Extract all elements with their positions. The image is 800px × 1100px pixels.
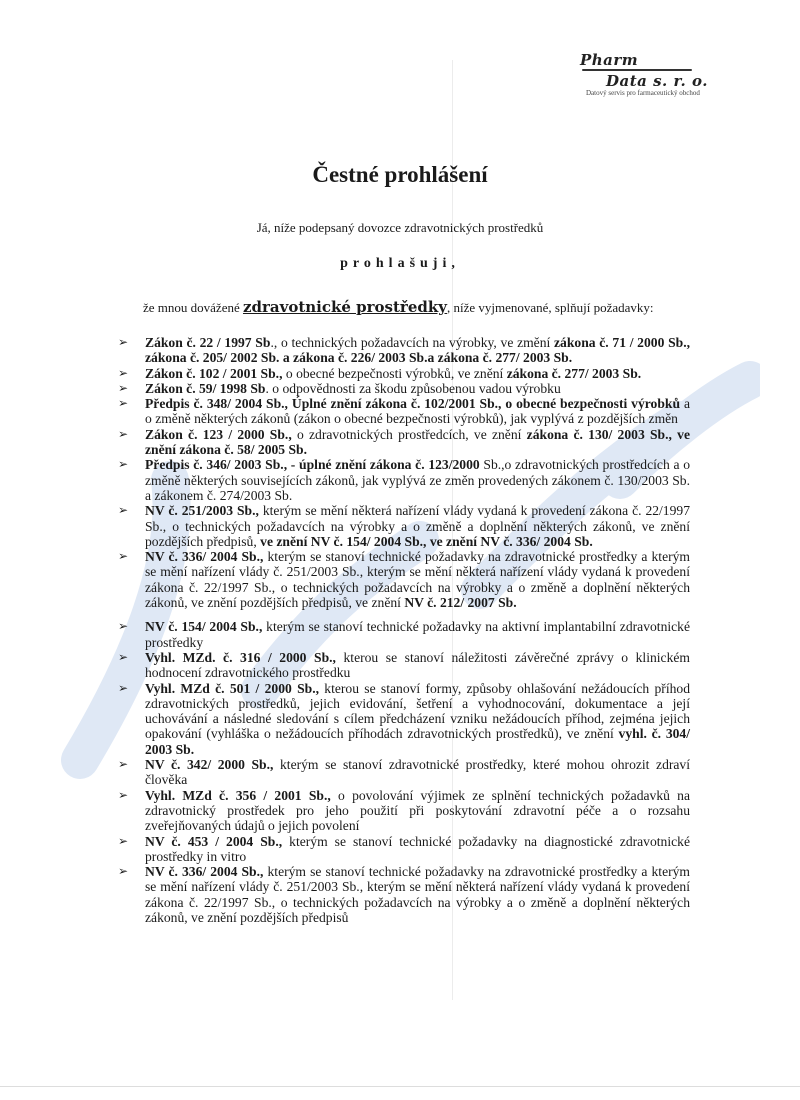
requirement-item [118,788,690,834]
requirement-text: kterým se stanoví technické požadavky na zdravotnické prostředky a kterým se mění nařízení vlády č. 251/2003 Sb., kterým se mění některá nařízení vlády vydaná k provedení zákona č. 22/1997 Sb., o technických požadavcích na výrobky a o změně a doplnění některých zákonů, ve znění pozdějších předpisů, ve znění [145,549,690,611]
lead-after: , níže vyjmenované, splňují požadavky: [446,300,654,315]
arrow-bullet-icon: ➢ [118,503,129,518]
requirement-item [118,650,690,681]
requirement-law-ref: NV č. 453 / 2004 Sb., [145,833,283,849]
requirement-item [118,757,690,788]
requirement-text: kterým se stanoví technické požadavky na zdravotnické prostředky a kterým se mění nařízení vlády č. 251/2003 Sb., kterým se mění některá nařízení vlády vydaná k provedení zákona č. 22/1997 Sb., o technických požadavcích na výrobky a o změně a doplnění některých zákonů, ve znění pozdějších předpisů [145,864,690,925]
lead-emphasis: zdravotnické prostředky [242,298,447,316]
requirement-law-ref: Zákon č. 123 / 2000 Sb., [145,426,292,442]
requirement-item [118,396,690,427]
requirements-list [118,335,690,925]
document-title: Čestné prohlášení [312,162,488,187]
requirement-law-ref: NV č. 154/ 2004 Sb., [145,619,263,635]
logo-brand-line1: Pharm [580,51,639,69]
requirement-law-ref: vyhl. č. 304/ 2003 Sb. [145,726,690,757]
requirement-text: . o odpovědnosti za škodu způsobenou vadou výrobku [265,380,561,396]
requirement-law-ref: NV č. 251/2003 Sb., [145,503,259,519]
company-logo [580,52,730,97]
requirement-text: kterou se stanoví formy, způsoby ohlašování nežádoucích příhod zdravotnických prostředků, jejich evidování, šetření a vyhodnocování, dokumentace a její uchovávání a následné sledování s cílem předcházení vzniku nežádoucích příhod, zejména jejich opakování (vyhláška o nežádoucích příhodách zdravotnických prostředků), ve znění [145,680,690,742]
arrow-bullet-icon: ➢ [118,549,129,564]
requirement-law-ref: zákona č. 130/ 2003 Sb., ve znění zákona č. 58/ 2005 Sb. [145,426,690,458]
requirement-law-ref: NV č. 342/ 2000 Sb., [145,757,274,773]
requirement-law-ref: Vyhl. MZd. č. 316 / 2000 Sb., [145,649,336,665]
scan-bottom-edge [0,1086,800,1087]
requirement-law-ref: Předpis č. 346/ 2003 Sb., - úplné znění zákona č. 123/2000 [145,457,480,473]
arrow-bullet-icon: ➢ [118,680,129,695]
lead-before: že mnou dovážené [143,300,243,315]
logo-tagline: Datový servis pro farmaceutický obchod [586,89,700,97]
arrow-bullet-icon: ➢ [118,833,129,848]
arrow-bullet-icon: ➢ [118,649,129,664]
requirement-item [118,381,690,396]
requirement-law-ref: NV č. 336/ 2004 Sb., [145,864,264,880]
logo-swoosh-icon [582,69,692,71]
logo-brand-line2: Data s. r. o. [606,72,708,90]
arrow-bullet-icon: ➢ [118,619,129,634]
requirement-law-ref: zákona č. 71 / 2000 Sb., zákona č. 205/ 2002 Sb. a zákona č. 226/ 2003 Sb.a zákona č. 277/ 2003 Sb. [145,335,690,366]
requirement-law-ref: NV č. 212/ 2007 Sb. [404,595,517,611]
requirement-law-ref: Zákon č. 59/ 1998 Sb [145,380,266,396]
requirement-text: o zdravotnických prostředcích, ve znění [291,426,527,442]
requirement-law-ref: Vyhl. MZd č. 501 / 2000 Sb., [145,680,319,696]
arrow-bullet-icon: ➢ [118,365,129,380]
arrow-bullet-icon: ➢ [118,335,129,349]
requirement-text: kterým se mění některá nařízení vlády vydaná k provedení zákona č. 22/1997 Sb., o technických požadavcích na výrobky a o změně a doplnění některých zákonů, ve znění pozdějších předpisů, [145,503,690,549]
requirement-law-ref: Zákon č. 22 / 1997 Sb [145,335,271,350]
arrow-bullet-icon: ➢ [118,864,129,879]
intro-line: Já, níže podepsaný dovozce zdravotnických prostředků [256,220,544,235]
requirement-item [118,457,690,503]
requirement-text: kterým se stanoví technické požadavky na aktivní implantabilní zdravotnické prostředky [145,619,691,650]
lead-sentence [143,298,654,316]
requirement-law-ref: Vyhl. MZd č. 356 / 2001 Sb., [145,787,331,803]
arrow-bullet-icon: ➢ [118,396,129,411]
arrow-bullet-icon: ➢ [118,457,129,472]
requirement-item [118,427,690,458]
requirement-item [118,549,690,610]
requirement-item [118,503,690,549]
requirement-item [118,681,690,757]
requirement-item [118,834,690,865]
arrow-bullet-icon: ➢ [118,787,129,802]
requirement-item [118,864,690,925]
arrow-bullet-icon: ➢ [118,380,129,395]
requirement-item [118,619,690,650]
requirement-law-ref: zákona č. 277/ 2003 Sb. [506,365,642,381]
requirement-law-ref: Předpis č. 348/ 2004 Sb., Úplné znění zákona č. 102/2001 Sb., o obecné bezpečnosti výrobků [145,396,681,412]
requirement-text: a o změně některých zákonů (zákon o obecné bezpečnosti výrobků), jak vyplývá z pozdějších změn [145,396,690,427]
arrow-bullet-icon: ➢ [118,757,129,772]
requirement-text: o obecné bezpečnosti výrobků, ve znění [282,365,507,381]
requirement-text: Sb.,o zdravotnických prostředcích a o změně některých souvisejících zákonů, jak vyplývá ze změn provedených zákonem č. 130/2003 Sb. a zákonem č. 274/2003 Sb. [145,457,690,503]
declaration-word: prohlašuji, [340,256,460,271]
requirement-text: ., o technických požadavcích na výrobky, ve změní [270,335,554,350]
requirement-item [118,366,690,381]
requirement-law-ref: Zákon č. 102 / 2001 Sb., [145,365,283,381]
requirement-law-ref: ve znění NV č. 154/ 2004 Sb., ve znění NV č. 336/ 2004 Sb. [260,533,593,549]
requirement-item [118,335,690,366]
requirement-law-ref: NV č. 336/ 2004 Sb., [145,549,264,565]
arrow-bullet-icon: ➢ [118,426,129,441]
requirement-text: o povolování výjimek ze splnění technických požadavků na zdravotnický prostředek pro jeho použití při poskytování zdravotní péče a o rozsahu zveřejňovaných údajů o jejich povolení [145,787,690,834]
requirement-text: kterým se stanoví zdravotnické prostředky, které mohou ohrozit zdraví člověka [145,757,690,788]
requirement-text: kterým se stanoví technické požadavky na diagnostické zdravotnické prostředky in vitro [145,833,690,864]
requirement-text: kterou se stanoví náležitosti závěrečné zprávy o klinickém hodnocení zdravotnického prostředku [145,649,690,681]
